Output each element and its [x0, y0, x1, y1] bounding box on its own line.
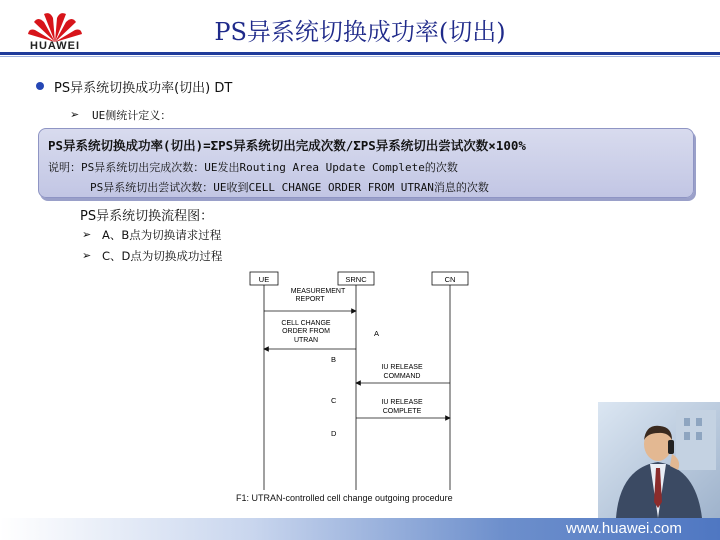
point-c: C	[331, 396, 337, 405]
title-divider-light	[0, 56, 720, 57]
title-divider	[0, 52, 720, 55]
flow-heading: PS异系统切换流程图：	[80, 209, 214, 224]
flow-item-2: C、D点为切换成功过程	[102, 249, 223, 263]
arrow-bullet-icon: ➢	[82, 249, 92, 262]
msg-label: CELL CHANGE	[281, 320, 331, 327]
formula-text: PS异系统切换成功率(切出)=ΣPS异系统切出完成次数/ΣPS异系统切出尝试次数×100%	[48, 138, 526, 153]
businessman-photo	[598, 402, 720, 518]
entity-cn: CN	[444, 275, 456, 284]
msg-label: COMMAND	[383, 373, 421, 380]
formula-note-1: 说明：PS异系统切出完成次数：UE发出Routing Area Update Complete的次数	[48, 161, 458, 174]
diagram-caption: F1: UTRAN-controlled cell change outgoing procedure	[236, 493, 453, 503]
arrow-bullet-icon: ➢	[70, 108, 80, 121]
msg-label: REPORT	[295, 296, 325, 303]
point-a: A	[374, 329, 380, 338]
point-d: D	[331, 429, 337, 438]
page-title: PS异系统切换成功率(切出)	[214, 18, 506, 46]
msg-label: IU RELEASE	[381, 364, 423, 371]
sub-item: UE侧统计定义：	[92, 109, 172, 122]
msg-label: COMPLETE	[382, 408, 422, 415]
entity-srnc: SRNC	[345, 275, 367, 284]
bullet-title: PS异系统切换成功率(切出) DT	[54, 81, 233, 96]
point-b: B	[331, 355, 337, 364]
msg-label: UTRAN	[293, 337, 319, 344]
bullet-dot-icon	[36, 82, 44, 90]
entity-ue: UE	[258, 275, 270, 284]
formula-note-2: PS异系统切出尝试次数：UE收到CELL CHANGE ORDER FROM UTRAN消息的次数	[90, 181, 489, 194]
sequence-diagram	[230, 268, 480, 508]
arrow-bullet-icon: ➢	[82, 228, 92, 241]
msg-label: ORDER FROM	[282, 328, 330, 335]
msg-label: MEASUREMENT	[290, 288, 346, 295]
footer-url[interactable]: www.huawei.com	[566, 520, 682, 537]
logo-wordmark: HUAWEI	[30, 40, 80, 52]
flow-item-1: A、B点为切换请求过程	[102, 228, 222, 242]
msg-label: IU RELEASE	[381, 399, 423, 406]
